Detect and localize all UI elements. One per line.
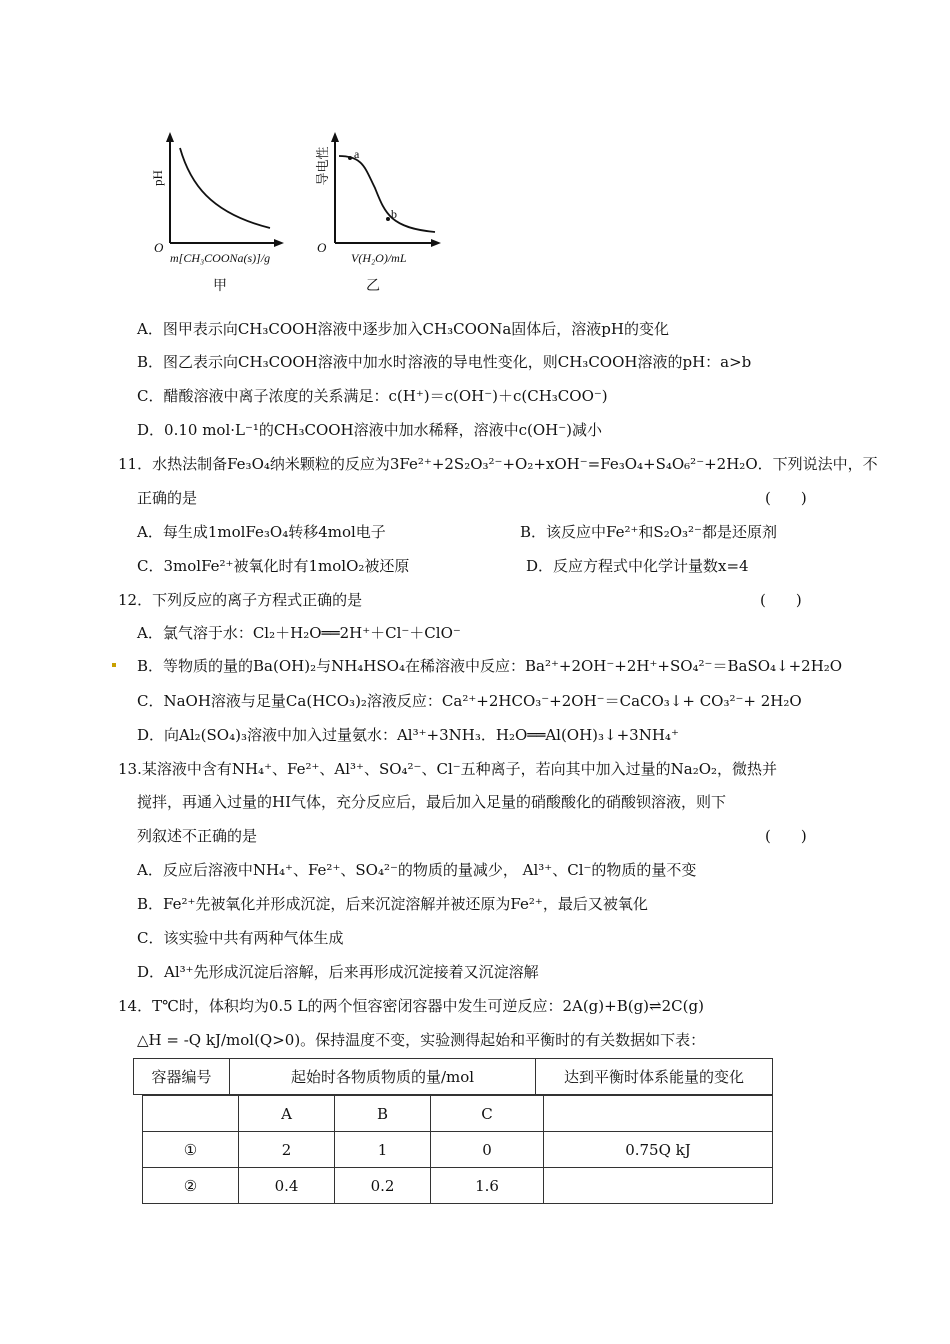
subheader-b: B: [335, 1096, 431, 1132]
row2-c: 1.6: [431, 1168, 544, 1204]
q13-answer-paren: ( ): [765, 827, 807, 845]
q13-option-a: A．反应后溶液中NH₄⁺、Fe²⁺、SO₄²⁻的物质的量减少， Al³⁺、Cl⁻的物质的量不变: [137, 861, 697, 879]
figure-jia-plot: [140, 128, 310, 298]
q12-option-c: C．NaOH溶液与足量Ca(HCO₃)₂溶液反应：Ca²⁺+2HCO₃⁻+2OH⁻＝CaCO₃↓+ CO₃²⁻+ 2H₂O: [137, 692, 802, 710]
y-axis-arrow: [331, 132, 339, 142]
subheader-a: A: [239, 1096, 335, 1132]
point-a-label: a: [354, 147, 360, 161]
q11-stem-line2: 正确的是: [137, 489, 198, 507]
table-row: [143, 1168, 773, 1204]
x-axis-arrow: [431, 239, 441, 247]
q13-stem-line1: 13.某溶液中含有NH₄⁺、Fe²⁺、Al³⁺、SO₄²⁻、Cl⁻五种离子，若向其中加入过量的Na₂O₂，微热并: [118, 760, 778, 778]
q14-stem-line1: 14．T℃时，体积均为0.5 L的两个恒容密闭容器中发生可逆反应：2A(g)+B(g)⇌2C(g): [118, 997, 704, 1015]
row1-container: ①: [143, 1132, 239, 1168]
q10-option-b: B．图乙表示向CH₃COOH溶液中加水时溶液的导电性变化，则CH₃COOH溶液的pH：a>b: [137, 353, 752, 371]
q10-option-a: A．图甲表示向CH₃COOH溶液中逐步加入CH₃COONa固体后，溶液pH的变化: [137, 320, 669, 338]
figure-yi: [305, 128, 455, 298]
row2-b: 0.2: [335, 1168, 431, 1204]
header-container-id: 容器编号: [134, 1059, 230, 1095]
q11-stem-line1: 11．水热法制备Fe₃O₄纳米颗粒的反应为3Fe²⁺+2S₂O₃²⁻+O₂+xOH⁻=Fe₃O₄+S₄O₆²⁻+2H₂O．下列说法中，不: [118, 455, 878, 473]
q13-option-c: C．该实验中共有两种气体生成: [137, 929, 344, 947]
q11-option-a: A．每生成1molFe₃O₄转移4mol电子: [137, 523, 386, 541]
ph-curve: [180, 148, 270, 228]
table-row: [143, 1132, 773, 1168]
row2-container: ②: [143, 1168, 239, 1204]
q12-option-d: D．向Al₂(SO₄)₃溶液中加入过量氨水：Al³⁺+3NH₃．H₂O══Al(OH)₃↓+3NH₄⁺: [137, 726, 679, 744]
q12-option-b: B．等物质的量的Ba(OH)₂与NH₄HSO₄在稀溶液中反应：Ba²⁺+2OH⁻+2H⁺+SO₄²⁻＝BaSO₄↓+2H₂O: [137, 657, 843, 675]
q10-option-c: C．醋酸溶液中离子浓度的关系满足：c(H⁺)＝c(OH⁻)＋c(CH₃COO⁻): [137, 387, 608, 405]
caption: 甲: [213, 279, 227, 294]
row1-b: 1: [335, 1132, 431, 1168]
row1-a: 2: [239, 1132, 335, 1168]
point-b-label: b: [391, 207, 397, 221]
q11-option-d: D．反应方程式中化学计量数x=4: [526, 557, 749, 575]
q13-option-d: D．Al³⁺先形成沉淀后溶解，后来再形成沉淀接着又沉淀溶解: [137, 963, 539, 981]
figure-yi-plot: [305, 128, 455, 298]
point-a: [348, 156, 352, 160]
header-energy-change: 达到平衡时体系能量的变化: [536, 1059, 773, 1095]
stray-mark: [112, 663, 116, 667]
q12-option-a: A．氯气溶于水：Cl₂＋H₂O══2H⁺＋Cl⁻＋ClO⁻: [137, 624, 461, 642]
header-initial-amounts: 起始时各物质物质的量/mol: [230, 1059, 536, 1095]
y-axis-arrow: [166, 132, 174, 142]
subheader-c: C: [431, 1096, 544, 1132]
q11-answer-paren: ( ): [765, 489, 807, 507]
q11-option-c: C．3molFe²⁺被氧化时有1molO₂被还原: [137, 557, 410, 575]
q12-answer-paren: ( ): [760, 591, 802, 609]
row1-energy: 0.75Q kJ: [544, 1132, 773, 1168]
q10-option-d: D．0.10 mol·L⁻¹的CH₃COOH溶液中加水稀释，溶液中c(OH⁻)减小: [137, 421, 603, 439]
q14-table-header: [133, 1058, 773, 1095]
origin-label: O: [154, 240, 164, 255]
q14-stem-line2: △H = -Q kJ/mol(Q>0)。保持温度不变，实验测得起始和平衡时的有关数据如下表：: [137, 1031, 706, 1049]
q13-stem-line2: 搅拌，再通入过量的HI气体，充分反应后，最后加入足量的硝酸酸化的硝酸钡溶液，则下: [137, 793, 727, 811]
figure-jia: [140, 128, 310, 298]
q13-option-b: B．Fe²⁺先被氧化并形成沉淀，后来沉淀溶解并被还原为Fe²⁺，最后又被氧化: [137, 895, 648, 913]
point-b: [386, 217, 390, 221]
row2-energy: [544, 1168, 773, 1204]
origin-label: O: [317, 240, 327, 255]
q13-stem-line3: 列叙述不正确的是: [137, 827, 258, 845]
row1-c: 0: [431, 1132, 544, 1168]
subheader-energy-blank: [544, 1096, 773, 1132]
x-axis-arrow: [274, 239, 284, 247]
q14-table-body: [142, 1095, 773, 1204]
q11-option-b: B．该反应中Fe²⁺和S₂O₃²⁻都是还原剂: [520, 523, 777, 541]
row2-a: 0.4: [239, 1168, 335, 1204]
caption: 乙: [366, 279, 380, 294]
subheader-blank: [143, 1096, 239, 1132]
y-label: pH: [150, 170, 165, 186]
x-label: m[CH₃COONa(s)]/g: [170, 251, 271, 265]
q12-stem: 12．下列反应的离子方程式正确的是: [118, 591, 363, 609]
x-label: V(H₂O)/mL: [351, 251, 407, 265]
y-label: 导电性: [315, 146, 330, 186]
